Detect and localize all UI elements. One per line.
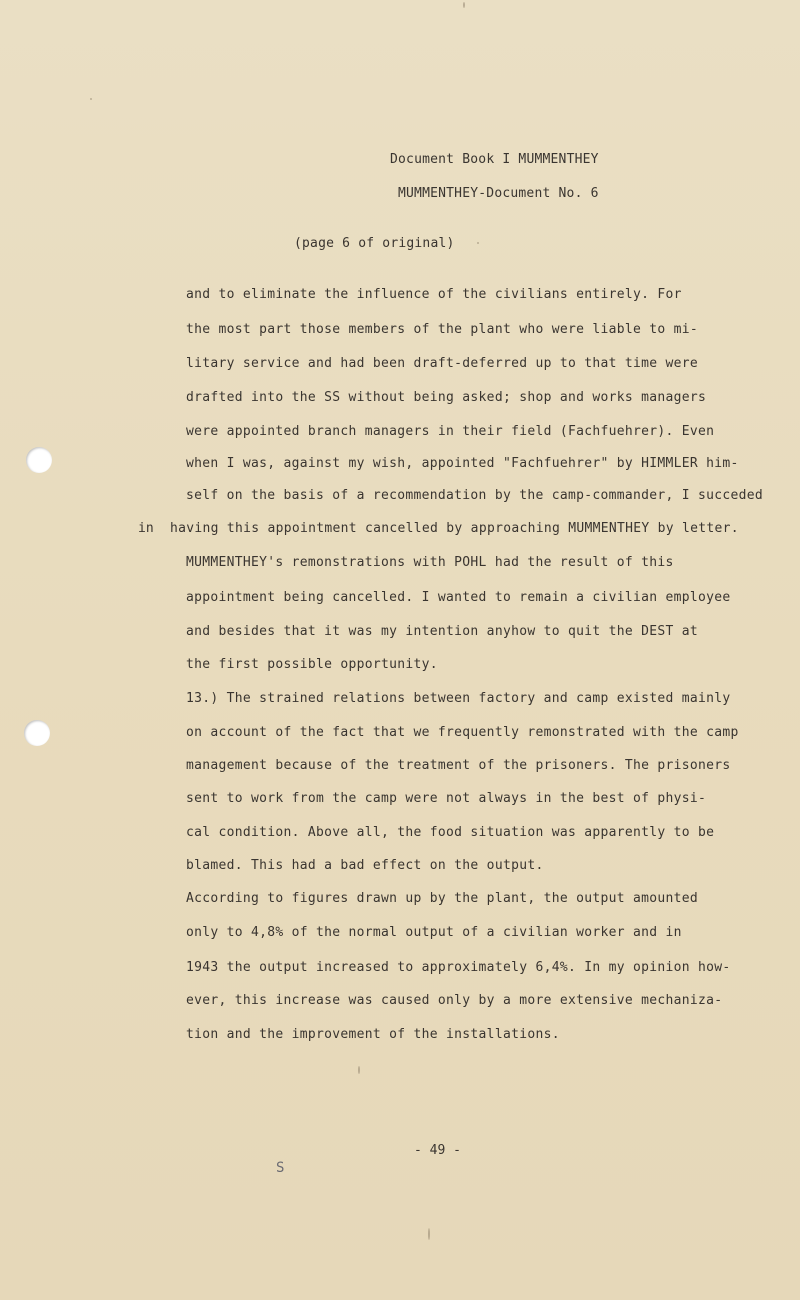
body-line: blamed. This had a bad effect on the output. — [186, 858, 544, 873]
paper-speck — [428, 1228, 430, 1240]
pencil-mark: S — [276, 1160, 285, 1176]
body-line: the most part those members of the plant who were liable to mi- — [186, 322, 698, 337]
body-line: and to eliminate the influence of the civilians entirely. For — [186, 287, 682, 302]
document-number: MUMMENTHEY-Document No. 6 — [398, 186, 599, 201]
body-line: when I was, against my wish, appointed "Fachfuehrer" by HIMMLER him- — [186, 456, 739, 471]
body-line: having this appointment cancelled by approaching MUMMENTHEY by letter. — [170, 521, 739, 536]
paper-speck — [463, 2, 465, 8]
paper-speck — [90, 98, 92, 100]
margin-insert: in — [138, 521, 154, 536]
body-line: According to figures drawn up by the plant, the output amounted — [186, 891, 698, 906]
body-line: drafted into the SS without being asked; shop and works managers — [186, 390, 707, 405]
document-book-title: Document Book I MUMMENTHEY — [390, 152, 599, 167]
punch-hole-upper — [26, 447, 52, 473]
body-line: 1943 the output increased to approximately 6,4%. In my opinion how- — [186, 960, 731, 975]
body-line: on account of the fact that we frequently remonstrated with the camp — [186, 725, 739, 740]
body-line: management because of the treatment of the prisoners. The prisoners — [186, 758, 731, 773]
body-line: appointment being cancelled. I wanted to remain a civilian employee — [186, 590, 731, 605]
body-line: self on the basis of a recommendation by the camp-commander, I succeded — [186, 488, 763, 503]
paper-speck — [477, 242, 479, 244]
body-line: ever, this increase was caused only by a more extensive mechaniza- — [186, 993, 723, 1008]
body-line: cal condition. Above all, the food situation was apparently to be — [186, 825, 715, 840]
body-line: only to 4,8% of the normal output of a civilian worker and in — [186, 925, 682, 940]
page-number: - 49 - — [414, 1143, 461, 1158]
paper-speck — [358, 1066, 360, 1074]
body-line: the first possible opportunity. — [186, 657, 438, 672]
page-of-original-note: (page 6 of original) — [294, 236, 455, 251]
body-line: litary service and had been draft-deferred up to that time were — [186, 356, 698, 371]
body-line: and besides that it was my intention anyhow to quit the DEST at — [186, 624, 698, 639]
body-line: MUMMENTHEY's remonstrations with POHL had the result of this — [186, 555, 674, 570]
body-line: tion and the improvement of the installations. — [186, 1027, 560, 1042]
body-line: were appointed branch managers in their field (Fachfuehrer). Even — [186, 424, 715, 439]
body-line: sent to work from the camp were not always in the best of physi- — [186, 791, 707, 806]
punch-hole-lower — [24, 720, 50, 746]
body-line: 13.) The strained relations between factory and camp existed mainly — [186, 691, 731, 706]
